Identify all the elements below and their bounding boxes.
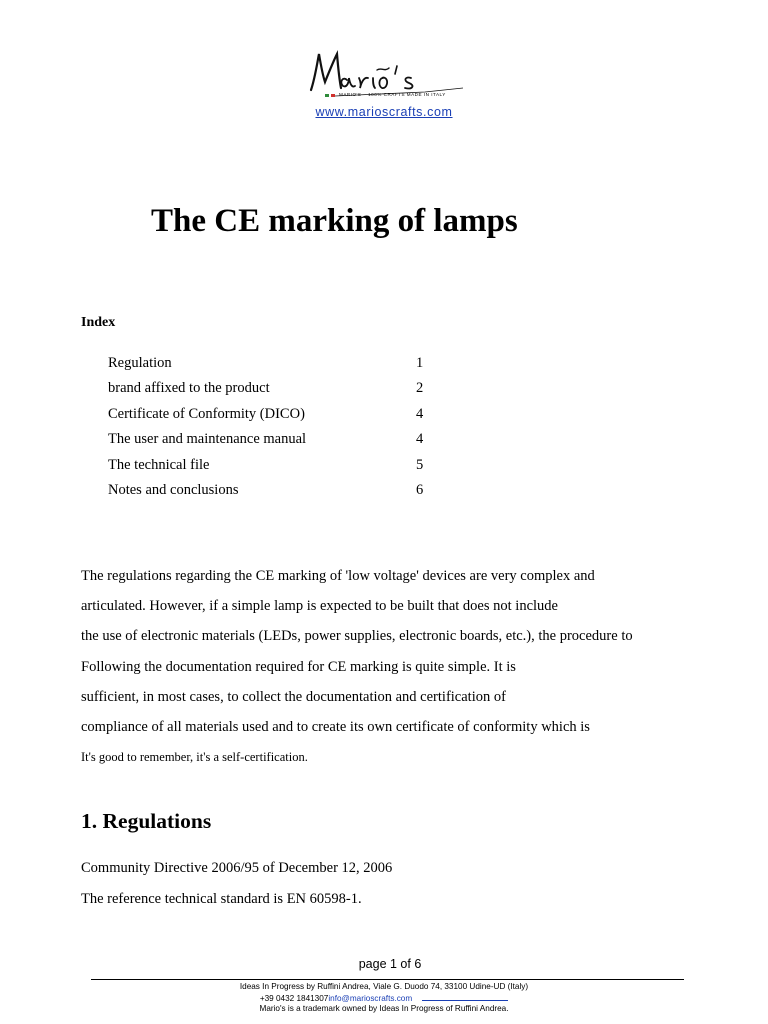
page-number: page 1 of 6 <box>358 957 422 971</box>
intro-line: Following the documentation required for CE marking is quite simple. It is <box>81 658 516 675</box>
intro-line: The regulations regarding the CE marking of 'low voltage' devices are very complex and <box>81 568 595 584</box>
section-heading-regulations: 1. Regulations <box>81 809 212 833</box>
index-list <box>108 355 428 507</box>
index-item-label: brand affixed to the product <box>108 380 270 397</box>
footer-contact <box>0 993 768 1005</box>
intro-line: sufficient, in most cases, to collect the documentation and certification of <box>81 688 506 705</box>
index-item-label: The user and maintenance manual <box>108 431 307 448</box>
footer-address: Ideas In Progress by Ruffini Andrea, Viale G. Duodo 74, 33100 Udine-UD (Italy) <box>239 982 529 991</box>
index-item-label: Regulation <box>108 355 172 371</box>
intro-line: articulated. However, if a simple lamp is expected to be built that does not include <box>81 598 558 615</box>
intro-line: It's good to remember, it's a self-certification. <box>81 750 308 765</box>
section-line: Community Directive 2006/95 of December 12, 2006 <box>81 860 393 876</box>
index-item <box>108 482 428 507</box>
index-item-page: 1 <box>416 355 424 371</box>
index-item <box>108 431 428 456</box>
footer-trademark: Mario's is a trademark owned by Ideas In Progress of Ruffini Andrea. <box>259 1004 509 1013</box>
intro-line: the use of electronic materials (LEDs, power supplies, electronic boards, etc.), the procedure to <box>81 628 633 645</box>
footer <box>0 982 768 1015</box>
index-item <box>108 355 428 380</box>
marios-logo <box>305 48 470 104</box>
section-line: The reference technical standard is EN 60598-1. <box>81 891 362 907</box>
index-item-page: 6 <box>416 481 424 498</box>
intro-line: compliance of all materials used and to create its own certificate of conformity which is <box>81 718 590 735</box>
website-link[interactable]: www.marioscrafts.com <box>315 105 453 119</box>
index-item-page: 4 <box>416 405 424 422</box>
intro-paragraph <box>81 566 721 777</box>
document-title: The CE marking of lamps <box>151 203 518 239</box>
index-item <box>108 406 428 431</box>
section-regulations-body <box>81 858 392 920</box>
index-item-label: The technical file <box>108 456 210 473</box>
footer-email-link[interactable]: info@marioscrafts.com <box>328 993 413 1003</box>
index-item-page: 5 <box>416 456 424 473</box>
index-item-label: Certificate of Conformity (DICO) <box>108 405 305 422</box>
index-item <box>108 380 428 405</box>
footer-divider <box>91 979 684 980</box>
footer-link-underline <box>422 993 508 1001</box>
index-item-page: 4 <box>416 431 424 448</box>
index-item-page: 2 <box>416 380 424 397</box>
logo-tagline: MARIO'S – 100% CRAFTS MADE IN ITALY <box>339 92 446 97</box>
index-item <box>108 457 428 482</box>
index-item-label: Notes and conclusions <box>108 481 239 498</box>
index-heading: Index <box>81 315 116 330</box>
footer-phone: +39 0432 1841307 <box>259 993 329 1003</box>
